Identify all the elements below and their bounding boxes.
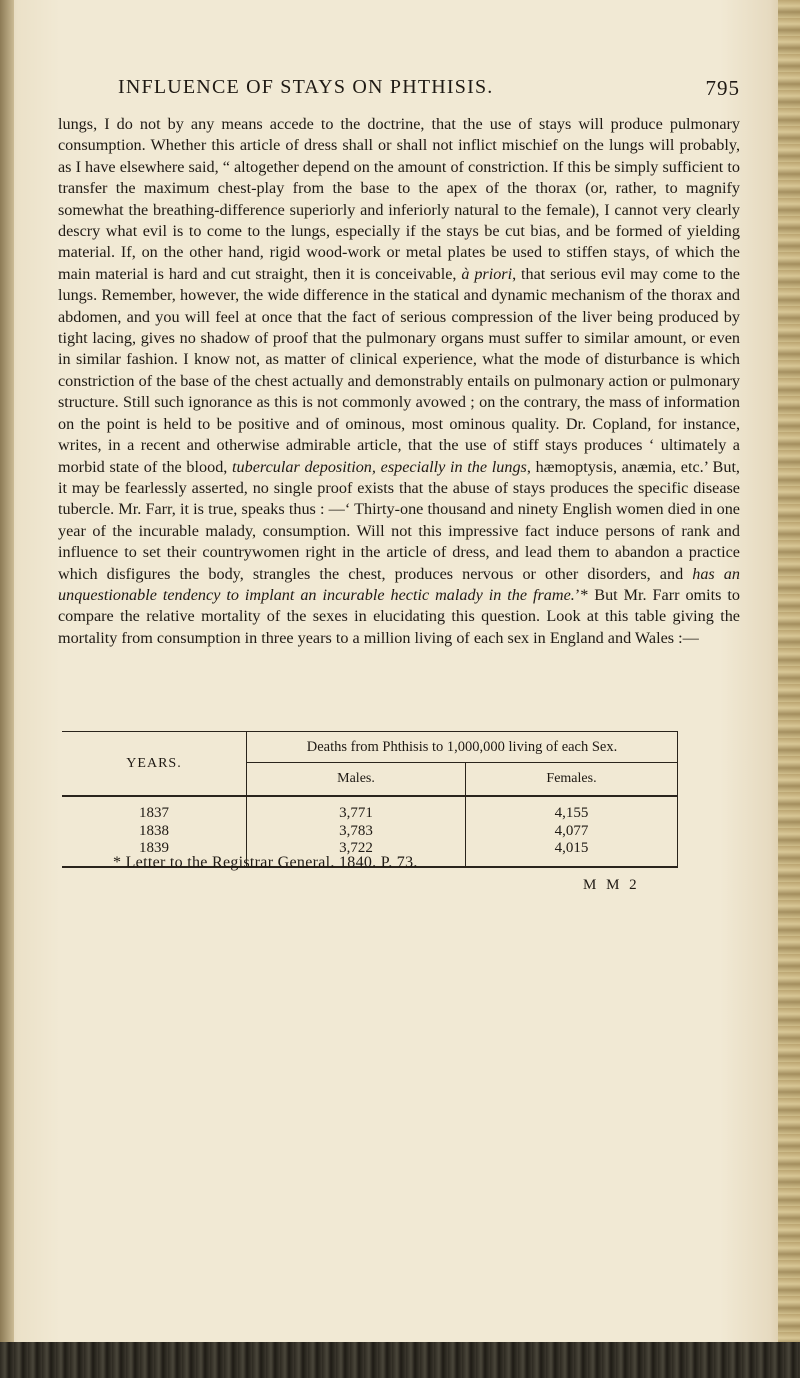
header-years: YEARS.: [62, 732, 247, 797]
mortality-table-grid: [62, 731, 678, 868]
header-males: Males.: [247, 763, 466, 797]
italic-a-priori: à priori: [461, 264, 513, 283]
mortality-table: [62, 731, 678, 868]
page-header: [58, 76, 740, 106]
italic-hectic-malady: has an unquestionable tendency to implant an incurable hectic malady in the frame.: [58, 564, 740, 604]
year-cell: 1837: [139, 805, 169, 821]
females-cell: 4,015: [554, 840, 589, 856]
females-cell: 4,155: [554, 805, 589, 821]
signature-mark: M M 2: [583, 877, 640, 893]
page-edge-right: [778, 0, 800, 1378]
page-number: 795: [705, 76, 740, 100]
females-cell: 4,077: [554, 822, 589, 839]
males-cell: 3,722: [339, 840, 373, 856]
italic-tubercular-deposition: tubercular deposition, especially in the lungs: [232, 457, 527, 476]
males-cell: 3,783: [339, 822, 373, 839]
body-text-part-3: , hæmoptysis, anæmia, etc.’ But, it may be fearlessly asserted, no single proof exists that the abuse of stays produces the specific disease tubercle. Mr. Farr, it is true, speaks thus : —‘ Thirty-one thousand and ninety English women died in one year of the incurable malady, consumption. Will not this impressive fact induce persons of rank and influence to set their countrywomen right in the article of dress, and lead them to abandon a practice which disfigures the body, strangles the chest, produces nervous or other disorders, and: [58, 457, 740, 583]
footnote: * Letter to the Registrar General. 1840. P. 73.: [113, 854, 418, 871]
year-cell: 1839: [139, 840, 169, 856]
body-paragraph: [58, 114, 740, 649]
book-binding-edge: [0, 0, 14, 1378]
body-text-part-1: lungs, I do not by any means accede to the doctrine, that the use of stays will produce pulmonary consumption. Whether this article of dress shall or shall not inflict mischief on the lungs will probably, as I have elsewhere said, “ altogether depend on the amount of constriction. If this be simply sufficient to transfer the maximum chest-play from the base to the apex of the thorax (or, rather, to magnify somewhat the breathing-difference superiorly and inferiorly natural to the female), I cannot very clearly descry what evil is to come to the lungs, especially if the stays be cut bias, and be formed of yielding material. If, on the other hand, rigid wood-work or metal plates be used to stiffen stays, of which the main material is hard and cut straight, then it is conceivable,: [58, 115, 740, 283]
body-text-part-2: , that serious evil may come to the lungs. Remember, however, the wide difference in the statical and dynamic mechanism of the thorax and abdomen, and you will feel at once that the fact of serious compression of the liver being produced by tight lacing, gives no shadow of proof that the pulmonary organs must suffer to similar amount, or even in similar fashion. I know not, as matter of clinical experience, what the mode of disturbance is which constriction of the base of the chest actually and demonstrably entails on pulmonary action or pulmonary structure. Still such ignorance as this is not commonly avowed ; on the contrary, the mass of information on the point is held to be positive and of ominous, most ominous quality. Dr. Copland, for instance, writes, in a recent and otherwise admirable article, that the use of stiff stays produces ‘ ultimately a morbid state of the blood,: [58, 264, 740, 476]
body-text-part-4: ’* But Mr. Farr omits to compare the relative mortality of the sexes in elucidating this question. Look at this table giving the mortality from consumption in three years to a million living of each sex in England and Wales :—: [58, 585, 740, 647]
header-deaths: Deaths from Phthisis to 1,000,000 living of each Sex.: [247, 732, 678, 763]
running-title: INFLUENCE OF STAYS ON PHTHISIS.: [118, 76, 494, 98]
bottom-edge-strip: [0, 1342, 800, 1378]
header-females: Females.: [466, 763, 678, 797]
year-cell: 1838: [139, 822, 169, 839]
females-column: [466, 796, 678, 867]
males-cell: 3,771: [339, 805, 373, 821]
